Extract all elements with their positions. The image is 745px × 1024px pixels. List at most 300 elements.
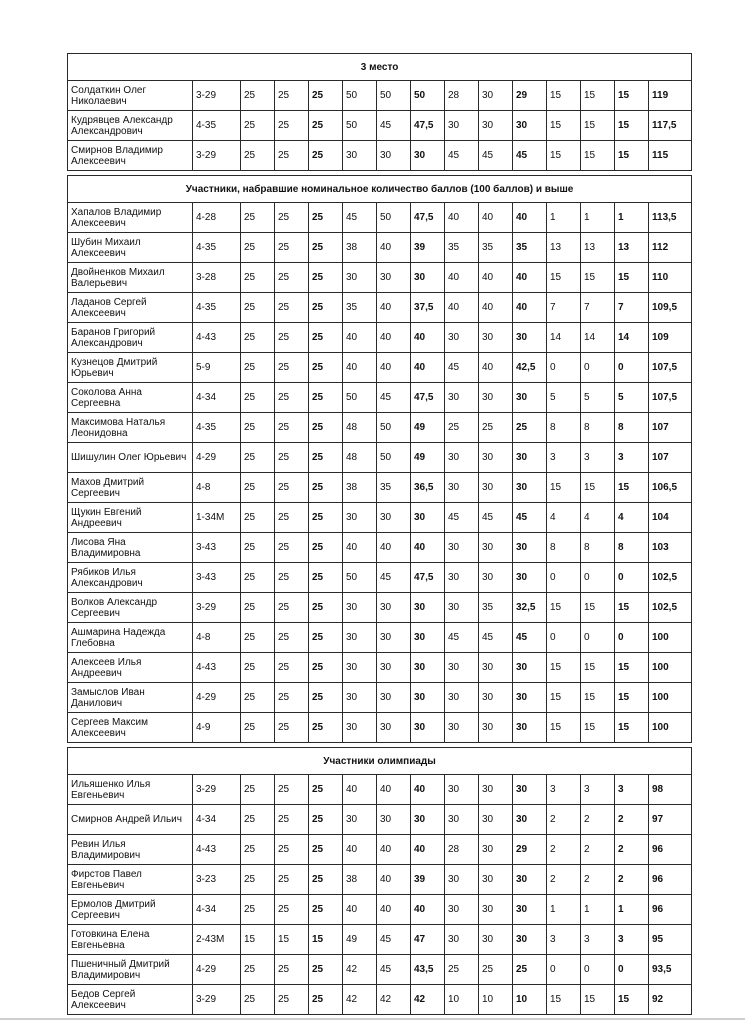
total-score: 96: [649, 895, 692, 925]
score-cell: 50: [343, 383, 377, 413]
score-cell: 30: [479, 713, 513, 743]
participant-name: Готовкина Елена Евгеньевна: [68, 925, 193, 955]
table-row: [68, 653, 692, 683]
score-cell: 30: [445, 865, 479, 895]
score-cell: 25: [275, 563, 309, 593]
score-cell: 14: [581, 323, 615, 353]
group-code: 4-29: [193, 955, 241, 985]
score-cell: 30: [513, 563, 547, 593]
table-row: [68, 443, 692, 473]
score-cell: 40: [377, 835, 411, 865]
score-cell: 30: [377, 683, 411, 713]
score-cell: 0: [581, 563, 615, 593]
group-code: 4-43: [193, 323, 241, 353]
score-cell: 2: [547, 865, 581, 895]
score-cell: 25: [445, 955, 479, 985]
total-score: 97: [649, 805, 692, 835]
score-cell: 25: [309, 353, 343, 383]
score-cell: 30: [513, 683, 547, 713]
score-cell: 30: [445, 473, 479, 503]
participant-name: Максимова Наталья Леонидовна: [68, 413, 193, 443]
score-cell: 30: [445, 713, 479, 743]
table-row: [68, 895, 692, 925]
total-score: 107,5: [649, 353, 692, 383]
score-cell: 10: [513, 985, 547, 1015]
score-cell: 25: [275, 955, 309, 985]
total-score: 96: [649, 835, 692, 865]
score-cell: 25: [241, 835, 275, 865]
score-cell: 30: [343, 593, 377, 623]
score-cell: 47,5: [411, 203, 445, 233]
score-cell: 15: [275, 925, 309, 955]
score-cell: 2: [581, 835, 615, 865]
score-cell: 25: [309, 683, 343, 713]
score-cell: 25: [241, 293, 275, 323]
participant-name: Хапалов Владимир Алексеевич: [68, 203, 193, 233]
total-score: 95: [649, 925, 692, 955]
score-cell: 49: [411, 413, 445, 443]
score-cell: 25: [275, 683, 309, 713]
score-cell: 40: [377, 353, 411, 383]
score-cell: 0: [615, 353, 649, 383]
score-cell: 25: [241, 593, 275, 623]
score-cell: 49: [411, 443, 445, 473]
score-cell: 25: [241, 713, 275, 743]
score-cell: 15: [581, 683, 615, 713]
score-cell: 25: [309, 955, 343, 985]
score-cell: 1: [615, 895, 649, 925]
score-cell: 13: [581, 233, 615, 263]
score-cell: 47: [411, 925, 445, 955]
score-cell: 7: [581, 293, 615, 323]
participant-name: Волков Александр Сергеевич: [68, 593, 193, 623]
total-score: 92: [649, 985, 692, 1015]
group-code: 3-28: [193, 263, 241, 293]
score-cell: 3: [581, 443, 615, 473]
score-cell: 25: [241, 233, 275, 263]
score-cell: 30: [411, 141, 445, 171]
score-cell: 25: [309, 835, 343, 865]
group-code: 4-35: [193, 233, 241, 263]
score-cell: 28: [445, 81, 479, 111]
participant-name: Смирнов Владимир Алексеевич: [68, 141, 193, 171]
table-row: [68, 503, 692, 533]
score-cell: 30: [377, 263, 411, 293]
score-cell: 30: [411, 593, 445, 623]
score-cell: 40: [411, 835, 445, 865]
total-score: 96: [649, 865, 692, 895]
section-title: 3 место: [68, 54, 692, 81]
score-cell: 30: [377, 653, 411, 683]
participant-name: Шубин Михаил Алексеевич: [68, 233, 193, 263]
score-cell: 25: [275, 383, 309, 413]
score-cell: 15: [581, 593, 615, 623]
total-score: 117,5: [649, 111, 692, 141]
score-cell: 40: [377, 293, 411, 323]
score-cell: 48: [343, 413, 377, 443]
score-cell: 25: [275, 263, 309, 293]
score-cell: 25: [241, 563, 275, 593]
score-cell: 30: [445, 563, 479, 593]
score-cell: 4: [581, 503, 615, 533]
score-cell: 1: [581, 895, 615, 925]
score-cell: 30: [411, 263, 445, 293]
score-cell: 40: [445, 203, 479, 233]
score-cell: 30: [513, 111, 547, 141]
table-row: [68, 473, 692, 503]
score-cell: 29: [513, 835, 547, 865]
score-cell: 15: [547, 683, 581, 713]
score-cell: 25: [275, 895, 309, 925]
score-cell: 25: [275, 775, 309, 805]
score-cell: 15: [581, 263, 615, 293]
total-score: 107: [649, 413, 692, 443]
score-cell: 40: [377, 533, 411, 563]
score-cell: 14: [615, 323, 649, 353]
score-cell: 40: [343, 895, 377, 925]
score-cell: 3: [581, 775, 615, 805]
score-cell: 30: [479, 865, 513, 895]
group-code: 1-34М: [193, 503, 241, 533]
score-cell: 47,5: [411, 563, 445, 593]
score-cell: 25: [309, 293, 343, 323]
group-code: 3-29: [193, 141, 241, 171]
score-cell: 25: [309, 141, 343, 171]
participant-name: Замыслов Иван Данилович: [68, 683, 193, 713]
score-cell: 30: [445, 775, 479, 805]
score-cell: 30: [445, 925, 479, 955]
score-cell: 15: [547, 713, 581, 743]
score-cell: 40: [377, 775, 411, 805]
score-cell: 30: [343, 653, 377, 683]
section-title: Участники, набравшие номинальное количество баллов (100 баллов) и выше: [68, 176, 692, 203]
group-code: 3-29: [193, 775, 241, 805]
total-score: 107,5: [649, 383, 692, 413]
score-cell: 3: [547, 775, 581, 805]
score-cell: 30: [513, 713, 547, 743]
table-row: [68, 111, 692, 141]
score-cell: 15: [615, 713, 649, 743]
score-cell: 0: [547, 563, 581, 593]
score-cell: 15: [547, 985, 581, 1015]
table-row: [68, 593, 692, 623]
score-cell: 25: [275, 985, 309, 1015]
participant-name: Махов Дмитрий Сергеевич: [68, 473, 193, 503]
score-cell: 5: [581, 383, 615, 413]
score-cell: 30: [411, 713, 445, 743]
score-cell: 15: [547, 653, 581, 683]
group-code: 4-29: [193, 443, 241, 473]
score-cell: 25: [309, 713, 343, 743]
score-cell: 25: [241, 653, 275, 683]
table-row: [68, 353, 692, 383]
score-cell: 40: [377, 233, 411, 263]
score-cell: 45: [479, 503, 513, 533]
score-cell: 2: [547, 805, 581, 835]
score-cell: 30: [411, 503, 445, 533]
score-cell: 25: [241, 81, 275, 111]
score-cell: 30: [445, 683, 479, 713]
score-cell: 25: [309, 413, 343, 443]
score-cell: 25: [275, 503, 309, 533]
table-row: [68, 955, 692, 985]
score-cell: 25: [309, 443, 343, 473]
score-cell: 30: [479, 473, 513, 503]
group-code: 3-43: [193, 563, 241, 593]
participant-name: Кузнецов Дмитрий Юрьевич: [68, 353, 193, 383]
score-cell: 15: [547, 593, 581, 623]
group-code: 4-34: [193, 895, 241, 925]
table-row: [68, 623, 692, 653]
score-cell: 25: [309, 263, 343, 293]
score-cell: 4: [547, 503, 581, 533]
score-cell: 30: [445, 895, 479, 925]
score-cell: 25: [241, 775, 275, 805]
score-cell: 30: [479, 653, 513, 683]
score-cell: 37,5: [411, 293, 445, 323]
score-cell: 5: [547, 383, 581, 413]
participant-name: Рябиков Илья Александрович: [68, 563, 193, 593]
score-cell: 25: [309, 895, 343, 925]
score-cell: 30: [479, 443, 513, 473]
score-cell: 40: [513, 263, 547, 293]
score-cell: 30: [513, 805, 547, 835]
participant-name: Баранов Григорий Александрович: [68, 323, 193, 353]
score-cell: 10: [445, 985, 479, 1015]
score-cell: 40: [343, 775, 377, 805]
score-cell: 25: [275, 111, 309, 141]
score-cell: 15: [581, 473, 615, 503]
participant-name: Соколова Анна Сергеевна: [68, 383, 193, 413]
total-score: 100: [649, 683, 692, 713]
participant-name: Ашмарина Надежда Глебовна: [68, 623, 193, 653]
score-cell: 25: [275, 653, 309, 683]
table-row: [68, 533, 692, 563]
score-cell: 49: [343, 925, 377, 955]
score-cell: 25: [241, 263, 275, 293]
total-score: 110: [649, 263, 692, 293]
score-cell: 25: [309, 805, 343, 835]
total-score: 119: [649, 81, 692, 111]
score-cell: 39: [411, 233, 445, 263]
score-cell: 25: [275, 593, 309, 623]
score-cell: 25: [241, 955, 275, 985]
score-cell: 30: [479, 323, 513, 353]
total-score: 102,5: [649, 563, 692, 593]
score-cell: 42,5: [513, 353, 547, 383]
group-code: 3-29: [193, 81, 241, 111]
table-row: [68, 263, 692, 293]
section-title: Участники олимпиады: [68, 748, 692, 775]
score-cell: 45: [445, 623, 479, 653]
group-code: 3-29: [193, 985, 241, 1015]
score-cell: 25: [309, 203, 343, 233]
score-cell: 48: [343, 443, 377, 473]
score-cell: 30: [479, 775, 513, 805]
score-cell: 25: [241, 473, 275, 503]
score-cell: 45: [377, 955, 411, 985]
score-cell: 3: [615, 925, 649, 955]
score-cell: 7: [547, 293, 581, 323]
total-score: 100: [649, 653, 692, 683]
score-cell: 15: [615, 593, 649, 623]
score-cell: 0: [581, 353, 615, 383]
score-cell: 25: [275, 141, 309, 171]
score-cell: 25: [275, 81, 309, 111]
score-cell: 25: [241, 111, 275, 141]
score-cell: 40: [411, 353, 445, 383]
score-cell: 15: [581, 653, 615, 683]
score-cell: 30: [377, 593, 411, 623]
score-cell: 0: [547, 353, 581, 383]
score-cell: 40: [513, 203, 547, 233]
score-cell: 45: [377, 925, 411, 955]
score-cell: 25: [241, 203, 275, 233]
score-cell: 25: [241, 865, 275, 895]
score-cell: 2: [615, 805, 649, 835]
total-score: 98: [649, 775, 692, 805]
score-cell: 40: [343, 323, 377, 353]
participant-name: Сергеев Максим Алексеевич: [68, 713, 193, 743]
participant-name: Лисова Яна Владимировна: [68, 533, 193, 563]
group-code: 4-29: [193, 683, 241, 713]
score-cell: 45: [479, 141, 513, 171]
participant-name: Солдаткин Олег Николаевич: [68, 81, 193, 111]
group-code: 4-35: [193, 413, 241, 443]
score-cell: 25: [309, 775, 343, 805]
score-cell: 30: [513, 443, 547, 473]
score-cell: 15: [615, 653, 649, 683]
results-table: [67, 53, 692, 1015]
score-cell: 30: [513, 865, 547, 895]
score-cell: 25: [513, 413, 547, 443]
score-cell: 0: [615, 563, 649, 593]
score-cell: 0: [547, 955, 581, 985]
score-cell: 25: [241, 503, 275, 533]
score-cell: 45: [445, 503, 479, 533]
score-cell: 25: [241, 323, 275, 353]
score-cell: 25: [309, 233, 343, 263]
score-cell: 47,5: [411, 383, 445, 413]
score-cell: 30: [377, 141, 411, 171]
results-table-body: [68, 54, 692, 1015]
score-cell: 15: [547, 473, 581, 503]
score-cell: 25: [275, 865, 309, 895]
table-row: [68, 233, 692, 263]
score-cell: 15: [615, 683, 649, 713]
table-row: [68, 683, 692, 713]
participant-name: Ревин Илья Владимирович: [68, 835, 193, 865]
score-cell: 45: [377, 563, 411, 593]
score-cell: 30: [377, 713, 411, 743]
score-cell: 40: [479, 293, 513, 323]
score-cell: 15: [547, 141, 581, 171]
score-cell: 38: [343, 865, 377, 895]
score-cell: 45: [513, 623, 547, 653]
score-cell: 1: [547, 203, 581, 233]
participant-name: Смирнов Андрей Ильич: [68, 805, 193, 835]
score-cell: 30: [343, 263, 377, 293]
score-cell: 15: [309, 925, 343, 955]
score-cell: 25: [309, 623, 343, 653]
score-cell: 2: [581, 865, 615, 895]
score-cell: 30: [445, 593, 479, 623]
section-header: [68, 748, 692, 775]
score-cell: 25: [309, 111, 343, 141]
score-cell: 2: [615, 835, 649, 865]
score-cell: 40: [343, 533, 377, 563]
score-cell: 30: [411, 623, 445, 653]
score-cell: 5: [615, 383, 649, 413]
score-cell: 30: [377, 805, 411, 835]
score-cell: 25: [309, 473, 343, 503]
score-cell: 25: [479, 955, 513, 985]
score-cell: 25: [479, 413, 513, 443]
score-cell: 35: [479, 233, 513, 263]
score-cell: 40: [479, 203, 513, 233]
score-cell: 25: [275, 323, 309, 353]
score-cell: 2: [547, 835, 581, 865]
score-cell: 25: [309, 533, 343, 563]
total-score: 104: [649, 503, 692, 533]
score-cell: 35: [343, 293, 377, 323]
table-row: [68, 713, 692, 743]
participant-name: Пшеничный Дмитрий Владимирович: [68, 955, 193, 985]
score-cell: 15: [615, 111, 649, 141]
score-cell: 30: [343, 683, 377, 713]
score-cell: 0: [615, 955, 649, 985]
score-cell: 1: [581, 203, 615, 233]
score-cell: 15: [547, 263, 581, 293]
score-cell: 15: [615, 81, 649, 111]
score-cell: 30: [445, 383, 479, 413]
score-cell: 30: [343, 805, 377, 835]
score-cell: 30: [513, 533, 547, 563]
score-cell: 30: [445, 323, 479, 353]
participant-name: Ладанов Сергей Алексеевич: [68, 293, 193, 323]
score-cell: 28: [445, 835, 479, 865]
score-cell: 45: [513, 141, 547, 171]
score-cell: 30: [479, 925, 513, 955]
score-cell: 30: [479, 111, 513, 141]
total-score: 93,5: [649, 955, 692, 985]
score-cell: 50: [343, 81, 377, 111]
score-cell: 8: [615, 413, 649, 443]
score-cell: 25: [309, 593, 343, 623]
score-cell: 30: [479, 563, 513, 593]
participant-name: Кудрявцев Александр Александрович: [68, 111, 193, 141]
group-code: 4-28: [193, 203, 241, 233]
score-cell: 25: [309, 323, 343, 353]
participant-name: Бедов Сергей Алексеевич: [68, 985, 193, 1015]
table-row: [68, 835, 692, 865]
score-cell: 30: [377, 623, 411, 653]
score-cell: 30: [479, 835, 513, 865]
score-cell: 40: [479, 263, 513, 293]
score-cell: 30: [513, 925, 547, 955]
total-score: 102,5: [649, 593, 692, 623]
group-code: 4-8: [193, 623, 241, 653]
score-cell: 50: [377, 203, 411, 233]
group-code: 2-43М: [193, 925, 241, 955]
score-cell: 15: [615, 985, 649, 1015]
score-cell: 25: [275, 413, 309, 443]
score-cell: 1: [547, 895, 581, 925]
participant-name: Щукин Евгений Андреевич: [68, 503, 193, 533]
score-cell: 40: [343, 353, 377, 383]
score-cell: 40: [377, 323, 411, 353]
score-cell: 25: [275, 533, 309, 563]
